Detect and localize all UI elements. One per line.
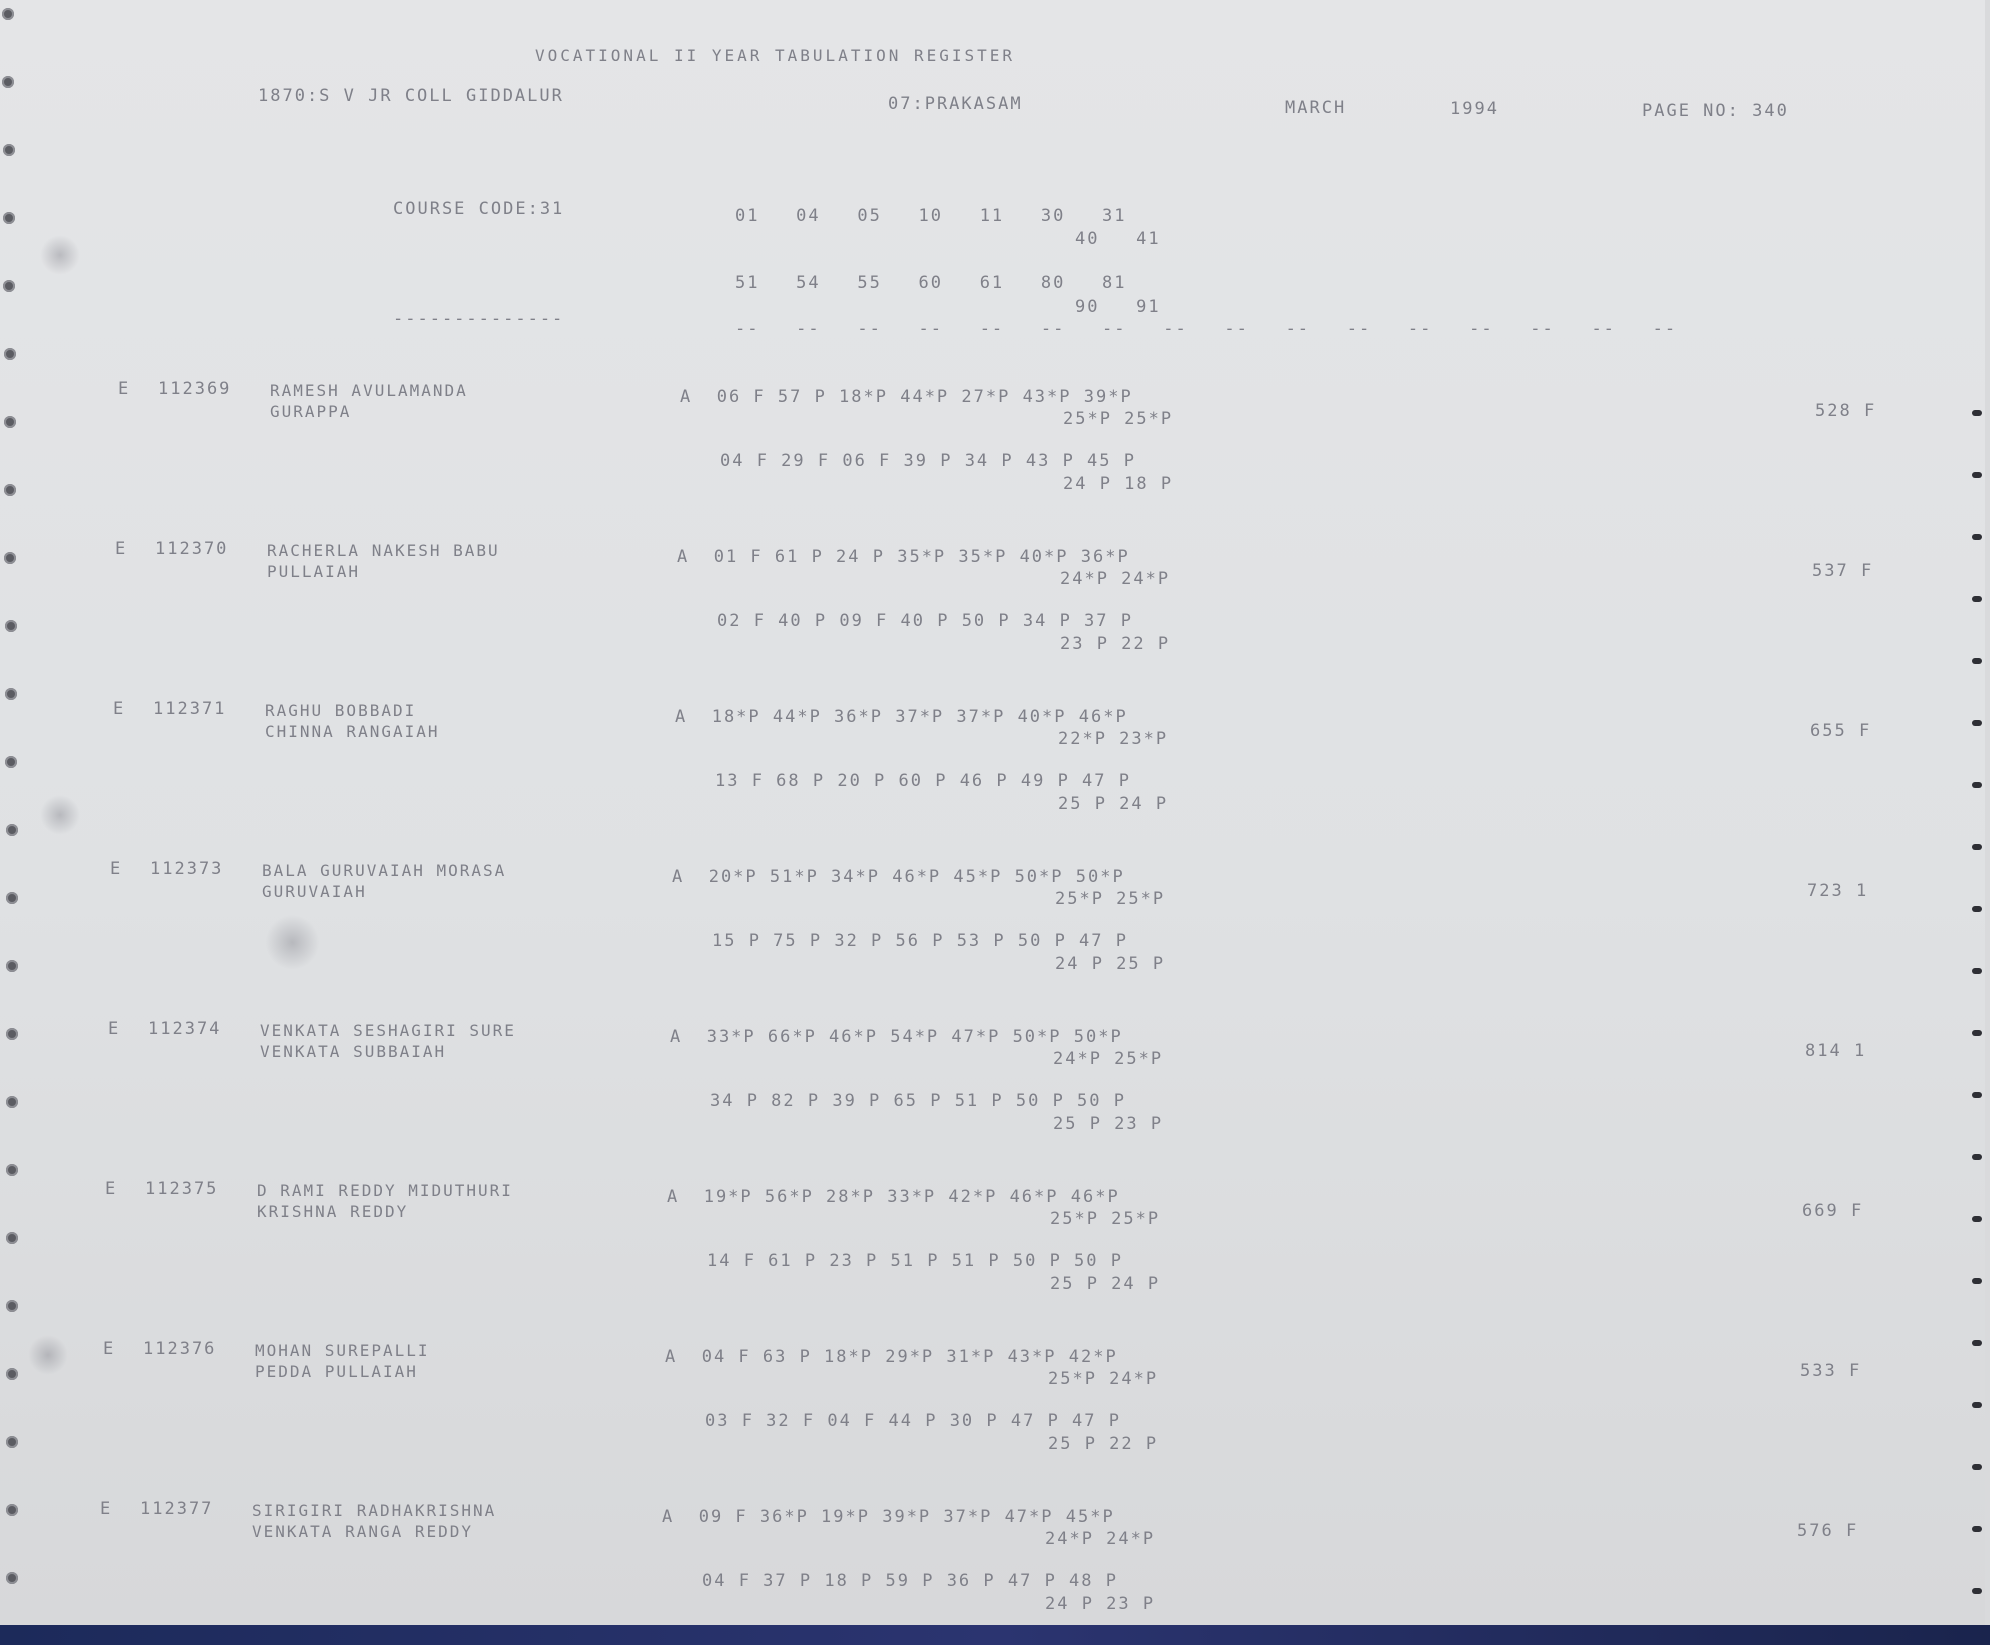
left-sprocket-hole (4, 552, 16, 564)
student-name: D RAMI REDDY MIDUTHURI (257, 1181, 513, 1200)
hall-ticket-number: 112371 (153, 699, 227, 719)
total-and-result: 669 F (1802, 1201, 1864, 1221)
right-sprocket-hole (1972, 1340, 1982, 1346)
marks-part-b-cont: 23 P 22 P (1060, 634, 1171, 654)
right-sprocket-hole (1972, 410, 1982, 416)
hall-ticket-number: 112375 (145, 1179, 219, 1199)
left-sprocket-hole (6, 824, 18, 836)
group-code: E (103, 1339, 116, 1359)
left-sprocket-hole (6, 1096, 18, 1108)
left-sprocket-hole (6, 1504, 18, 1516)
total-and-result: 576 F (1797, 1521, 1859, 1541)
marks-part-a: A 04 F 63 P 18*P 29*P 31*P 43*P 42*P (665, 1347, 1118, 1367)
left-sprocket-hole (3, 144, 15, 156)
marks-part-b: 04 F 37 P 18 P 59 P 36 P 47 P 48 P (702, 1571, 1118, 1591)
group-code: E (115, 539, 128, 559)
left-sprocket-hole (4, 348, 16, 360)
hall-ticket-number: 112373 (150, 859, 224, 879)
left-sprocket-hole (2, 76, 14, 88)
total-and-result: 723 1 (1807, 881, 1869, 901)
register-title: VOCATIONAL II YEAR TABULATION REGISTER (535, 46, 1016, 65)
left-sprocket-hole (3, 280, 15, 292)
student-name: RACHERLA NAKESH BABU (267, 541, 500, 560)
student-name: BALA GURUVAIAH MORASA (262, 861, 507, 880)
right-sprocket-hole (1972, 1030, 1982, 1036)
parent-name: PEDDA PULLAIAH (255, 1362, 418, 1381)
total-and-result: 533 F (1800, 1361, 1862, 1381)
right-sprocket-hole (1972, 1402, 1982, 1408)
marks-part-a-cont: 25*P 24*P (1048, 1369, 1159, 1389)
marks-part-b-cont: 25 P 22 P (1048, 1434, 1159, 1454)
student-name: SIRIGIRI RADHAKRISHNA (252, 1501, 497, 1520)
marks-part-a-cont: 25*P 25*P (1063, 409, 1174, 429)
left-sprocket-hole (5, 756, 17, 768)
right-sprocket-hole (1972, 1526, 1982, 1532)
marks-part-a: A 19*P 56*P 28*P 33*P 42*P 46*P 46*P (667, 1187, 1120, 1207)
marks-part-b: 03 F 32 F 04 F 44 P 30 P 47 P 47 P (705, 1411, 1121, 1431)
marks-part-b: 15 P 75 P 32 P 56 P 53 P 50 P 47 P (712, 931, 1128, 951)
right-sprocket-hole (1972, 720, 1982, 726)
marks-part-a-cont: 24*P 25*P (1053, 1049, 1164, 1069)
marks-part-b-cont: 24 P 25 P (1055, 954, 1166, 974)
left-sprocket-hole (3, 212, 15, 224)
student-name: RAMESH AVULAMANDA (270, 381, 468, 400)
total-and-result: 537 F (1812, 561, 1874, 581)
marks-part-a-cont: 24*P 24*P (1045, 1529, 1156, 1549)
hall-ticket-number: 112377 (140, 1499, 214, 1519)
left-sprocket-hole (6, 1164, 18, 1176)
parent-name: KRISHNA REDDY (257, 1202, 409, 1221)
parent-name: VENKATA RANGA REDDY (252, 1522, 474, 1541)
underline-left: -------------- (393, 309, 565, 329)
right-sprocket-hole (1972, 1216, 1982, 1222)
right-sprocket-hole (1972, 1278, 1982, 1284)
marks-part-b-cont: 25 P 24 P (1050, 1274, 1161, 1294)
marks-part-b-cont: 25 P 24 P (1058, 794, 1169, 814)
marks-part-b: 04 F 29 F 06 F 39 P 34 P 43 P 45 P (720, 451, 1136, 471)
parent-name: GURUVAIAH (262, 882, 367, 901)
marks-part-b: 13 F 68 P 20 P 60 P 46 P 49 P 47 P (715, 771, 1131, 791)
right-sprocket-hole (1972, 968, 1982, 974)
left-sprocket-hole (4, 484, 16, 496)
subject-codes-row-2: 51 54 55 60 61 80 81 (735, 273, 1127, 293)
subject-codes-row-2b: 90 91 (1075, 297, 1161, 317)
marks-part-b-cont: 25 P 23 P (1053, 1114, 1164, 1134)
right-sprocket-hole (1972, 1464, 1982, 1470)
student-name: VENKATA SESHAGIRI SURE (260, 1021, 516, 1040)
right-sprocket-hole (1972, 658, 1982, 664)
ink-smudge (265, 915, 320, 970)
total-and-result: 814 1 (1805, 1041, 1867, 1061)
marks-part-a: A 18*P 44*P 36*P 37*P 37*P 40*P 46*P (675, 707, 1128, 727)
parent-name: VENKATA SUBBAIAH (260, 1042, 447, 1061)
scanner-edge (0, 1625, 1990, 1645)
right-sprocket-hole (1972, 1588, 1982, 1594)
left-sprocket-hole (6, 1572, 18, 1584)
group-code: E (108, 1019, 121, 1039)
course-code: COURSE CODE:31 (393, 199, 565, 219)
right-sprocket-hole (1972, 1092, 1982, 1098)
left-sprocket-hole (6, 1436, 18, 1448)
marks-part-a: A 09 F 36*P 19*P 39*P 37*P 47*P 45*P (662, 1507, 1115, 1527)
group-code: E (113, 699, 126, 719)
marks-part-b-cont: 24 P 18 P (1063, 474, 1174, 494)
subject-codes-row-1b: 40 41 (1075, 229, 1161, 249)
marks-part-a: A 20*P 51*P 34*P 46*P 45*P 50*P 50*P (672, 867, 1125, 887)
left-sprocket-hole (6, 1232, 18, 1244)
marks-part-b: 02 F 40 P 09 F 40 P 50 P 34 P 37 P (717, 611, 1133, 631)
left-sprocket-hole (6, 1028, 18, 1040)
left-sprocket-hole (6, 1300, 18, 1312)
marks-part-b: 34 P 82 P 39 P 65 P 51 P 50 P 50 P (710, 1091, 1126, 1111)
group-code: E (105, 1179, 118, 1199)
marks-part-a-cont: 25*P 25*P (1055, 889, 1166, 909)
marks-part-a-cont: 25*P 25*P (1050, 1209, 1161, 1229)
total-and-result: 655 F (1810, 721, 1872, 741)
marks-part-a: A 01 F 61 P 24 P 35*P 35*P 40*P 36*P (677, 547, 1130, 567)
left-sprocket-hole (6, 960, 18, 972)
ink-smudge (40, 235, 80, 275)
right-sprocket-hole (1972, 782, 1982, 788)
marks-part-b-cont: 24 P 23 P (1045, 1594, 1156, 1614)
left-sprocket-hole (5, 620, 17, 632)
hall-ticket-number: 112370 (155, 539, 229, 559)
left-sprocket-hole (4, 416, 16, 428)
ink-smudge (28, 1335, 68, 1375)
underline-row: -- -- -- -- -- -- -- -- -- -- -- -- -- -- -- -- (735, 319, 1678, 339)
exam-month: MARCH (1285, 98, 1347, 118)
right-sprocket-hole (1972, 1154, 1982, 1160)
district-name: 07:PRAKASAM (888, 94, 1023, 114)
marks-part-a-cont: 24*P 24*P (1060, 569, 1171, 589)
left-sprocket-hole (5, 688, 17, 700)
parent-name: PULLAIAH (267, 562, 361, 581)
hall-ticket-number: 112374 (148, 1019, 222, 1039)
marks-part-a-cont: 22*P 23*P (1058, 729, 1169, 749)
exam-year: 1994 (1450, 99, 1499, 119)
group-code: E (118, 379, 131, 399)
ink-smudge (40, 795, 80, 835)
left-sprocket-hole (6, 892, 18, 904)
left-sprocket-hole (6, 1368, 18, 1380)
right-sprocket-hole (1972, 596, 1982, 602)
subject-codes-row-1: 01 04 05 10 11 30 31 (735, 206, 1127, 226)
college-name: 1870:S V JR COLL GIDDALUR (258, 86, 564, 106)
marks-part-a: A 33*P 66*P 46*P 54*P 47*P 50*P 50*P (670, 1027, 1123, 1047)
hall-ticket-number: 112369 (158, 379, 232, 399)
right-sprocket-hole (1972, 844, 1982, 850)
total-and-result: 528 F (1815, 401, 1877, 421)
student-name: MOHAN SUREPALLI (255, 1341, 430, 1360)
marks-part-a: A 06 F 57 P 18*P 44*P 27*P 43*P 39*P (680, 387, 1133, 407)
page-number: PAGE NO: 340 (1642, 101, 1789, 121)
parent-name: GURAPPA (270, 402, 352, 421)
group-code: E (100, 1499, 113, 1519)
right-sprocket-hole (1972, 906, 1982, 912)
student-name: RAGHU BOBBADI (265, 701, 417, 720)
left-sprocket-hole (2, 8, 14, 20)
marks-part-b: 14 F 61 P 23 P 51 P 51 P 50 P 50 P (707, 1251, 1123, 1271)
hall-ticket-number: 112376 (143, 1339, 217, 1359)
group-code: E (110, 859, 123, 879)
right-sprocket-hole (1972, 534, 1982, 540)
right-sprocket-hole (1972, 472, 1982, 478)
parent-name: CHINNA RANGAIAH (265, 722, 440, 741)
